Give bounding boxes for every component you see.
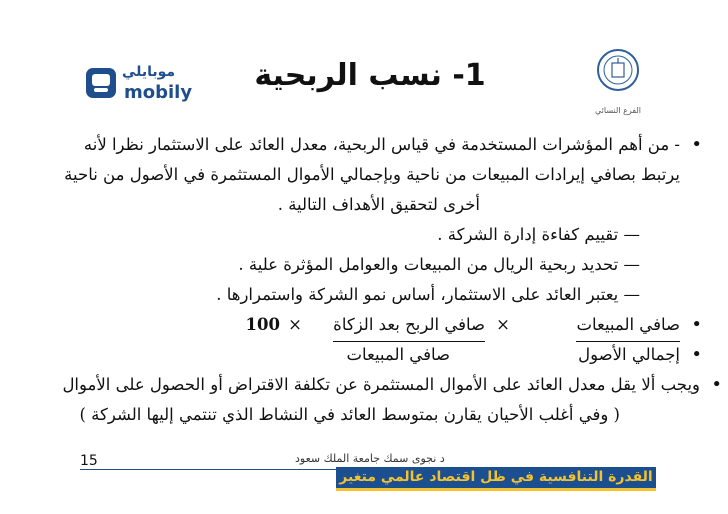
- formula-times-1: ×: [496, 315, 510, 334]
- footer-banner: [336, 467, 656, 488]
- rule-line-1: • ويجب ألا يقل معدل العائد على الأموال المستثمرة عن تكلفة الاقتراض أو الحصول على الأموال: [80, 370, 700, 400]
- formula-sales-numerator: • صافي المبيعات: [576, 310, 680, 342]
- footer-banner-text: القدرة التنافسية في ظل اقتصاد عالمي متغير: [339, 469, 653, 485]
- intro-line-1: • - من أهم المؤشرات المستخدمة في قياس الربحية، معدل العائد على الاستثمار نظرا لأنه: [80, 130, 680, 160]
- seal-caption: الفرع النسائي: [595, 106, 641, 115]
- slide-body: [62, 130, 700, 430]
- mobily-arabic-name: موبايلي: [122, 64, 176, 80]
- formula-sales-denominator: صافي المبيعات: [346, 345, 450, 364]
- footer-divider: [80, 469, 336, 470]
- intro-line-2: يرتبط بصافي إيرادات المبيعات من ناحية وبإجمالي الأموال المستثمرة في الأصول من ناحية: [64, 165, 680, 184]
- formula-denominator-row: [80, 340, 680, 370]
- university-seal-icon: [596, 48, 640, 92]
- mobily-logo: [84, 62, 194, 108]
- objective-1: — تقييم كفاءة إدارة الشركة .: [437, 225, 640, 244]
- formula-hundred: 100: [245, 315, 280, 334]
- footer-author: د نجوى سمك جامعة الملك سعود: [295, 452, 445, 465]
- mobily-english-name: mobily: [124, 82, 193, 103]
- rule-line-2: ( وفي أغلب الأحيان يقارن بمتوسط العائد في النشاط الذي تنتمي إليها الشركة ): [79, 405, 620, 424]
- intro-line-3: أخرى لتحقيق الأهداف التالية .: [277, 195, 480, 214]
- university-seal: [590, 48, 646, 124]
- formula-numerator-row: [80, 310, 680, 340]
- footer-accent-stripe: [336, 488, 656, 491]
- formula-net-profit-numerator: صافي الربح بعد الزكاة: [333, 310, 485, 342]
- page-number: 15: [80, 453, 98, 469]
- objective-2: — تحديد ربحية الريال من المبيعات والعوامل المؤثرة علية .: [238, 255, 640, 274]
- formula-times-2: ×: [288, 315, 302, 334]
- formula-total-assets-denominator: • إجمالي الأصول: [578, 345, 680, 364]
- objective-3: — يعتبر العائد على الاستثمار، أساس نمو الشركة واستمرارها .: [216, 285, 640, 304]
- slide-title: 1- نسب الربحية: [254, 58, 486, 93]
